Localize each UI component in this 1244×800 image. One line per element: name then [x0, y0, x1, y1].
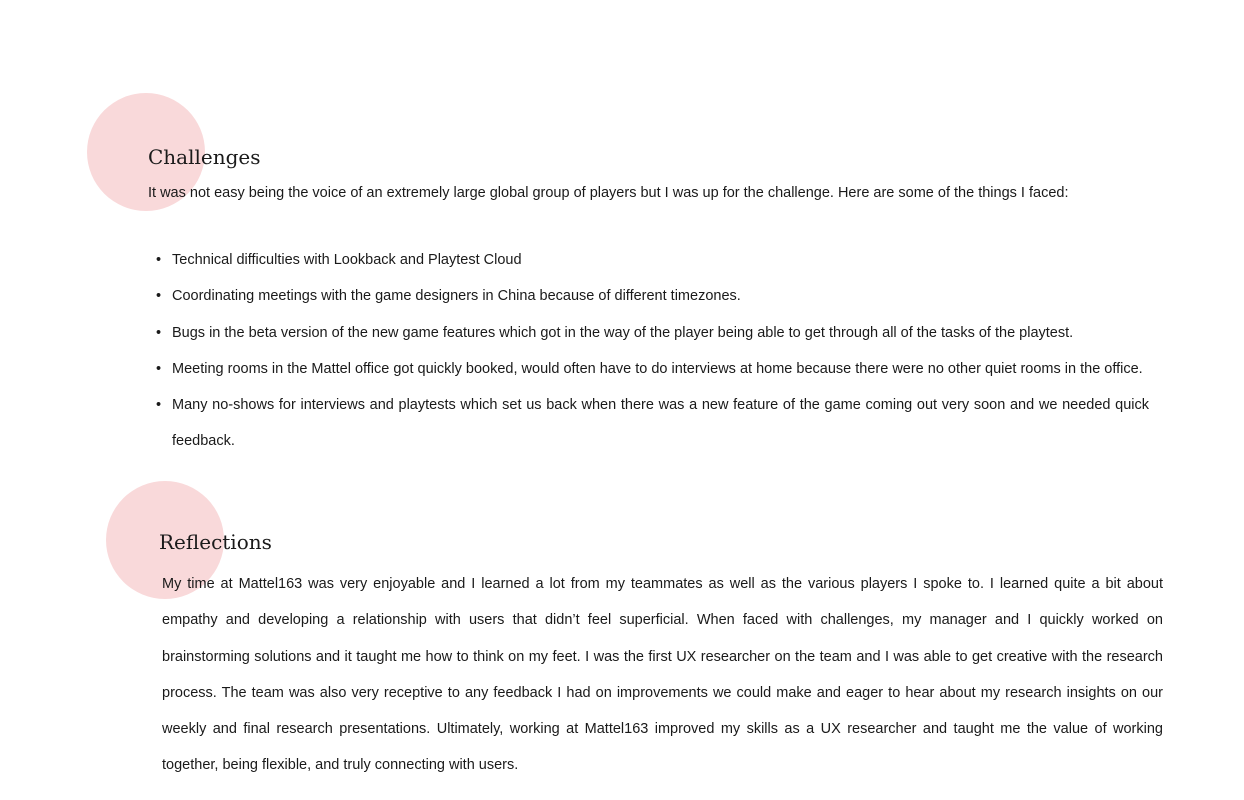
list-item: [148, 351, 1149, 387]
challenges-list: [148, 242, 1149, 460]
bullet-icon: •: [156, 397, 162, 414]
list-item-text: Meeting rooms in the Mattel office got quickly booked, would often have to do interviews at home because there were no other quiet rooms in the office.: [172, 360, 1143, 377]
list-item: [148, 387, 1149, 460]
list-item: [148, 278, 1149, 314]
reflections-body: My time at Mattel163 was very enjoyable and I learned a lot from my teammates as well as the various players I spoke to. I learned quite a bit about empathy and developing a relationship with users that didn’t feel superficial. When faced with challenges, my manager and I quickly worked on brainstorming solutions and it taught me how to think on my feet. I was the first UX researcher on the team and I was able to get creative with the research process. The team was also very receptive to any feedback I had on improvements we could make and eager to hear about my research insights on our weekly and final research presentations. Ultimately, working at Mattel163 improved my skills as a UX researcher and taught me the value of working together, being flexible, and truly connecting with users.: [162, 576, 1163, 774]
bullet-icon: •: [156, 288, 162, 305]
list-item: [148, 315, 1149, 351]
bullet-icon: •: [156, 360, 162, 377]
list-item-text: Many no-shows for interviews and playtests which set us back when there was a new feature of the game coming out very soon and we needed quick feedback.: [172, 397, 1149, 450]
reflections-heading: Reflections: [159, 530, 272, 554]
list-item-text: Bugs in the beta version of the new game features which got in the way of the player being able to get through all of the tasks of the playtest.: [172, 324, 1074, 341]
list-item-text: Technical difficulties with Lookback and Playtest Cloud: [172, 252, 522, 268]
challenges-intro: It was not easy being the voice of an extremely large global group of players but I was up for the challenge. Here are some of the things I faced:: [148, 185, 1069, 201]
list-item-text: Coordinating meetings with the game designers in China because of different timezones.: [172, 288, 741, 305]
bullet-icon: •: [156, 252, 162, 268]
list-item: [148, 242, 1149, 278]
bullet-icon: •: [156, 324, 162, 341]
challenges-heading: Challenges: [148, 145, 261, 169]
